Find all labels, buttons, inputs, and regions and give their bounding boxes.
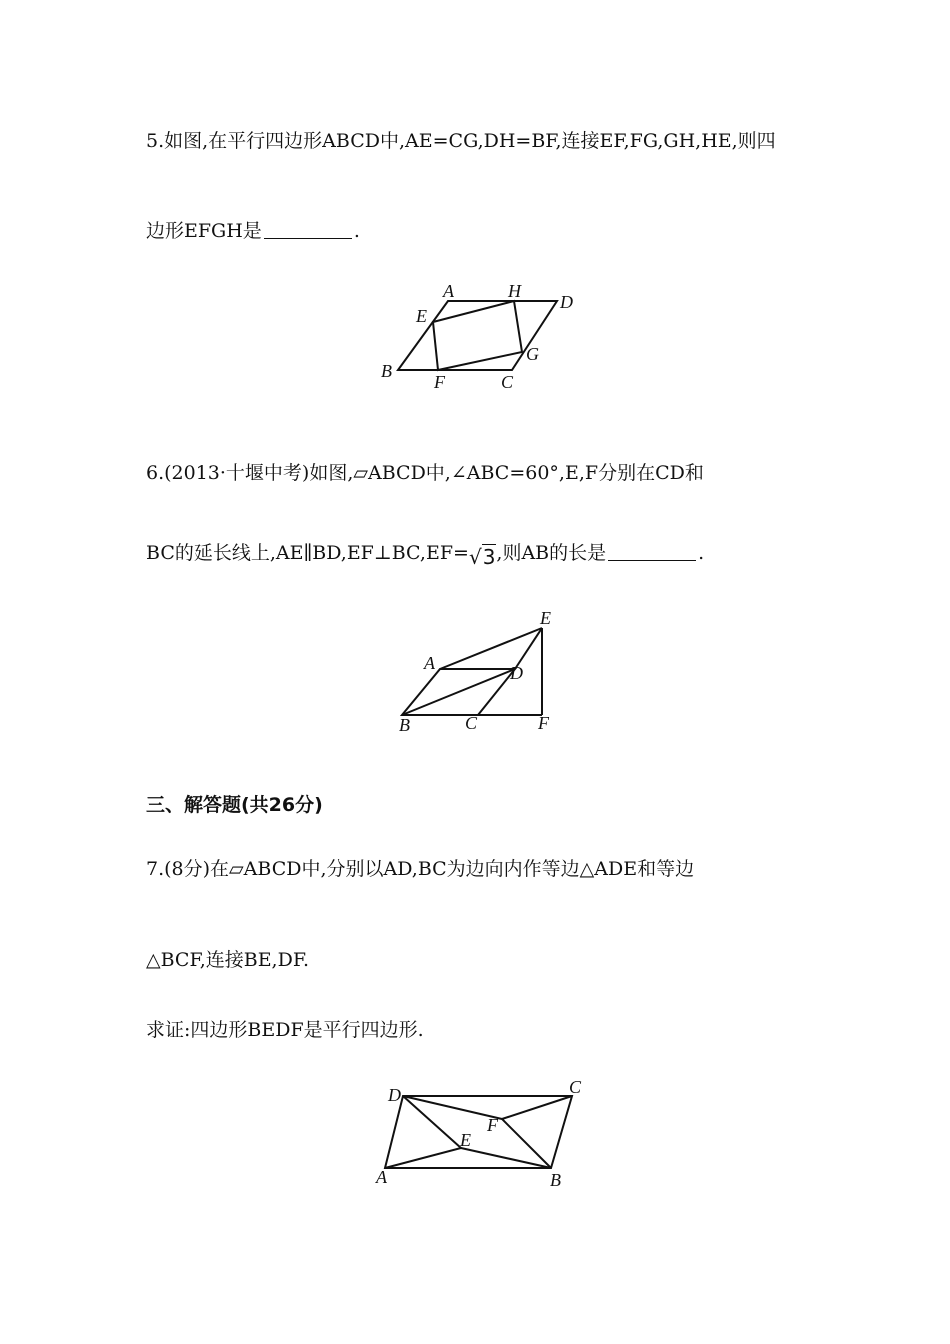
- q6-label-b: B: [399, 715, 410, 735]
- q6-text-before-sqrt: BC的延长线上,AE∥BD,EF⊥BC,EF=: [146, 542, 469, 564]
- q5-label-b: B: [381, 361, 392, 381]
- q6-label-d: D: [510, 663, 523, 683]
- q6-sqrt-3: [469, 544, 496, 570]
- q5-label-a: A: [443, 281, 454, 301]
- q5-label-h: H: [508, 281, 521, 301]
- q6-label-a: A: [424, 653, 435, 673]
- q6-label-e: E: [540, 608, 551, 628]
- q5-label-c: C: [501, 372, 514, 392]
- q7-text-line2: △BCF,连接BE,DF.: [146, 949, 310, 971]
- q7-figure: [370, 1074, 600, 1194]
- q5-answer-blank[interactable]: [264, 220, 352, 239]
- q7-label-e: E: [460, 1130, 471, 1150]
- q6-text-end: .: [698, 542, 705, 564]
- q5-text-after-blank: .: [353, 220, 360, 242]
- q7-label-b: B: [550, 1170, 561, 1190]
- q7-segment-be: [461, 1148, 551, 1168]
- q7-label-c: C: [569, 1077, 582, 1097]
- q6-segment-bd: [402, 669, 515, 715]
- q6-text-after-sqrt: ,则AB的长是: [496, 542, 607, 564]
- q7-text-line3: 求证:四边形BEDF是平行四边形.: [146, 1019, 424, 1041]
- q7-text-line1: 7.(8分)在▱ABCD中,分别以AD,BC为边向内作等边△ADE和等边: [146, 858, 695, 880]
- q6-label-f: F: [538, 713, 549, 733]
- q5-figure: [370, 276, 600, 396]
- q5-label-d: D: [560, 292, 573, 312]
- q6-answer-blank[interactable]: [608, 542, 696, 561]
- q6-label-c: C: [465, 713, 478, 733]
- q6-figure: [390, 608, 570, 738]
- section-title: 三、解答题(共26分): [146, 794, 323, 816]
- q6-sqrt-radicand: 3: [482, 545, 496, 569]
- q5-label-f: F: [434, 372, 445, 392]
- q5-text-line1: 5.如图,在平行四边形ABCD中,AE=CG,DH=BF,连接EF,FG,GH,HE,则四: [146, 130, 776, 152]
- q5-label-g: G: [526, 344, 539, 364]
- q7-label-d: D: [388, 1085, 401, 1105]
- q6-segment-ae: [440, 628, 542, 669]
- q6-text-line1: 6.(2013·十堰中考)如图,▱ABCD中,∠ABC=60°,E,F分别在CD和: [146, 462, 704, 484]
- q6-text-line2: [146, 540, 704, 570]
- q5-text-before-blank: 边形EFGH是: [146, 220, 262, 242]
- q7-label-a: A: [376, 1167, 387, 1187]
- q7-label-f: F: [487, 1115, 498, 1135]
- q6-sqrt-symbol: √: [468, 545, 482, 569]
- q5-quadrilateral-efgh: [433, 301, 522, 370]
- q7-parallelogram-abcd: [385, 1096, 572, 1168]
- q5-label-e: E: [416, 306, 427, 326]
- q5-text-line2: [146, 218, 360, 244]
